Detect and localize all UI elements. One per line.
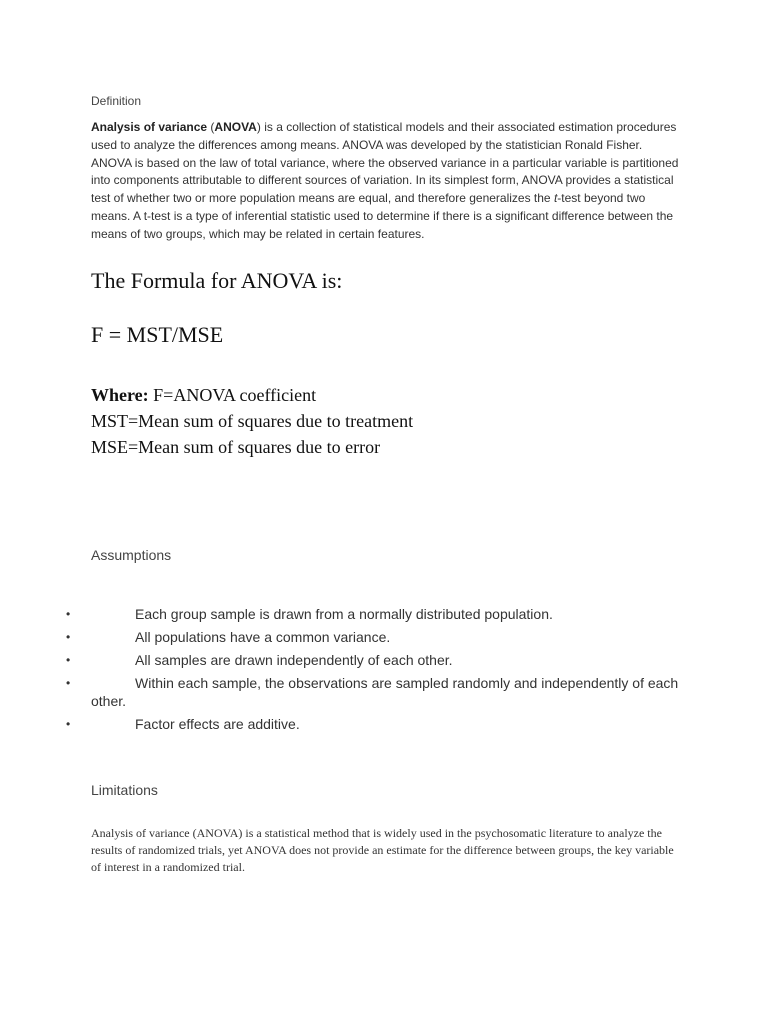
list-item-text: Within each sample, the observations are sampled randomly and independently of each other. bbox=[91, 675, 679, 709]
bullet-icon: • bbox=[66, 653, 71, 667]
assumptions-heading: Assumptions bbox=[91, 547, 172, 563]
formula-heading: The Formula for ANOVA is: bbox=[91, 268, 343, 293]
list-item bbox=[0, 629, 680, 647]
bullet-icon: • bbox=[66, 716, 71, 731]
where-block bbox=[91, 382, 413, 460]
list-item bbox=[0, 716, 680, 734]
assumptions-list bbox=[0, 606, 680, 739]
limitations-heading: Limitations bbox=[91, 782, 158, 798]
where-line bbox=[91, 382, 413, 408]
list-item-text: All samples are drawn independently of each other. bbox=[135, 652, 453, 668]
definition-heading: Definition bbox=[91, 94, 142, 108]
list-item-text: Each group sample is drawn from a normally distributed population. bbox=[135, 606, 553, 622]
definition-text: ) is a collection of statistical models and their associated estimation procedures used to analyze the differences among means. ANOVA was developed by the statistician Ronald Fisher. ANOVA is based on the law of total variance, where the observed variance in a particular variable is partitioned into components attributable to different sources of variation. In its simplest form, ANOVA provides a statistical test of whether two or more population means are equal, and therefore generalizes the bbox=[91, 120, 679, 206]
list-item bbox=[0, 606, 680, 624]
t-italic: t bbox=[553, 191, 558, 206]
mse-definition: MSE=Mean sum of squares due to error bbox=[91, 437, 381, 457]
definition-text-end: -test beyond two means. A t-test is a type of inferential statistic used to determine if there is a significant difference between the means of two groups, which may be related in certain features. bbox=[91, 191, 674, 241]
list-item bbox=[0, 652, 680, 670]
where-f: F=ANOVA coefficient bbox=[148, 385, 317, 405]
list-item bbox=[0, 675, 680, 710]
term-bold: Analysis of variance bbox=[91, 120, 208, 134]
mst-definition: MST=Mean sum of squares due to treatment bbox=[91, 411, 414, 431]
abbr-bold: ANOVA bbox=[214, 120, 257, 134]
bullet-icon: • bbox=[66, 676, 71, 690]
definition-paragraph: Analysis of variance (ANOVA) is a collection of statistical models and their associated estimation procedures used to analyze the differences among means. ANOVA was developed by the statistician Ronald Fisher. ANOVA is based on the law of total variance, where the observed variance in a particular variable is partitioned into components attributable to different sources of variation. In its simplest form, ANOVA provides a statistical test of whether two or more population means are equal, and therefore generalizes the t-test beyond two means. A t-test is a type of inferential statistic used to determine if there is a significant difference between the means of two groups, which may be related in certain features. bbox=[91, 120, 679, 241]
formula-equation: F = MST/MSE bbox=[91, 322, 224, 347]
limitations-paragraph: Analysis of variance (ANOVA) is a statistical method that is widely used in the psychosomatic literature to analyze the results of randomized trials, yet ANOVA does not provide an estimate for the difference between groups, the key variable of interest in a randomized trial. bbox=[91, 826, 674, 874]
list-item-text: Factor effects are additive. bbox=[135, 715, 300, 732]
bullet-icon: • bbox=[66, 630, 71, 644]
list-item-text: All populations have a common variance. bbox=[135, 629, 391, 645]
bullet-icon: • bbox=[66, 607, 71, 621]
where-label: Where: bbox=[91, 385, 149, 405]
